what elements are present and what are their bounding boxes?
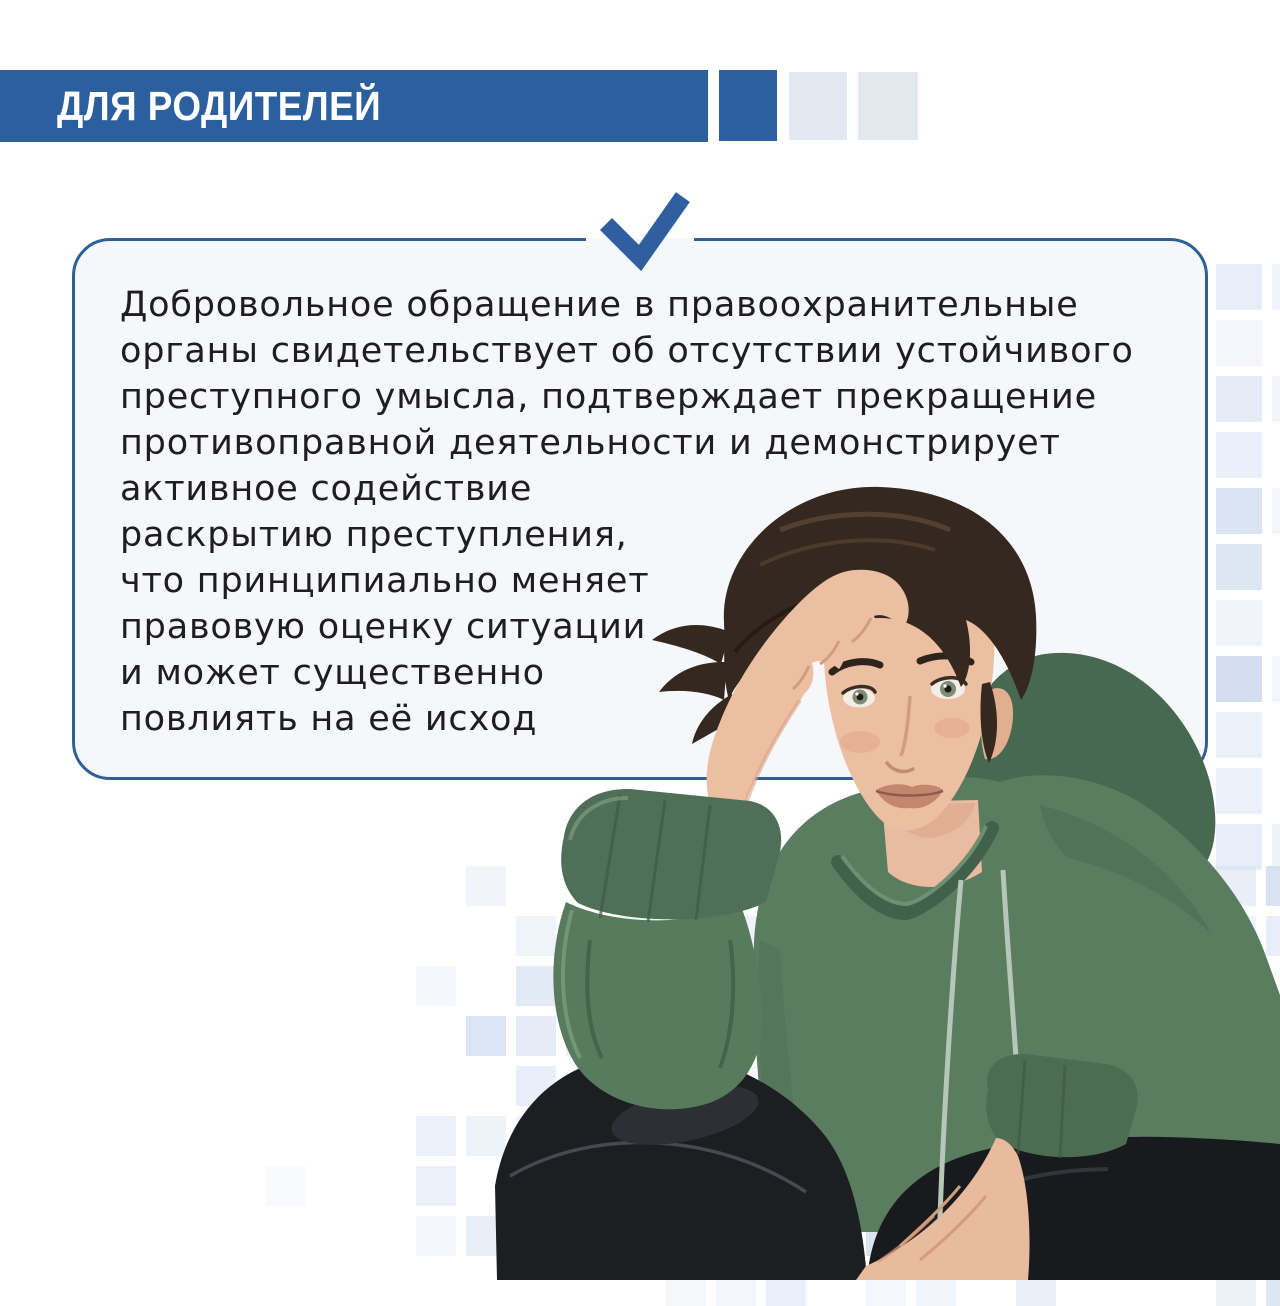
decor-square-gray-2 xyxy=(858,72,918,140)
card-text-line: и может существенно xyxy=(120,653,545,693)
header-band xyxy=(0,70,708,142)
mosaic-square xyxy=(1216,376,1262,422)
mosaic-square xyxy=(416,1216,456,1256)
card-text-line: органы свидетельствует об отсутствии устойчивого xyxy=(120,331,1134,371)
photo-teen-boy xyxy=(480,470,1280,1280)
card-text-line: активное содействие xyxy=(120,469,533,509)
checkmark-icon xyxy=(598,192,690,272)
card-text-line: Добровольное обращение в правоохранительные xyxy=(120,285,1079,325)
card-text-line: что принципиально меняет xyxy=(120,561,650,601)
page-title: ДЛЯ РОДИТЕЛЕЙ xyxy=(57,82,382,129)
card-text-line: повлиять на её исход xyxy=(120,699,538,739)
mosaic-square xyxy=(266,1166,306,1206)
mosaic-square xyxy=(1216,320,1262,366)
mosaic-square xyxy=(1272,376,1280,422)
mosaic-square xyxy=(416,966,456,1006)
mosaic-square xyxy=(416,1166,456,1206)
decor-square-blue xyxy=(719,70,777,141)
mosaic-square xyxy=(1272,264,1280,310)
card-text-line: правовую оценку ситуации xyxy=(120,607,647,647)
mosaic-square xyxy=(1216,264,1262,310)
card-text-line: противоправной деятельности и демонстрирует xyxy=(120,423,1061,463)
decor-square-gray-1 xyxy=(789,72,847,140)
card-text-line: преступного умысла, подтверждает прекращение xyxy=(120,377,1097,417)
card-text-line: раскрытию преступления, xyxy=(120,515,628,555)
mosaic-square xyxy=(416,1116,456,1156)
